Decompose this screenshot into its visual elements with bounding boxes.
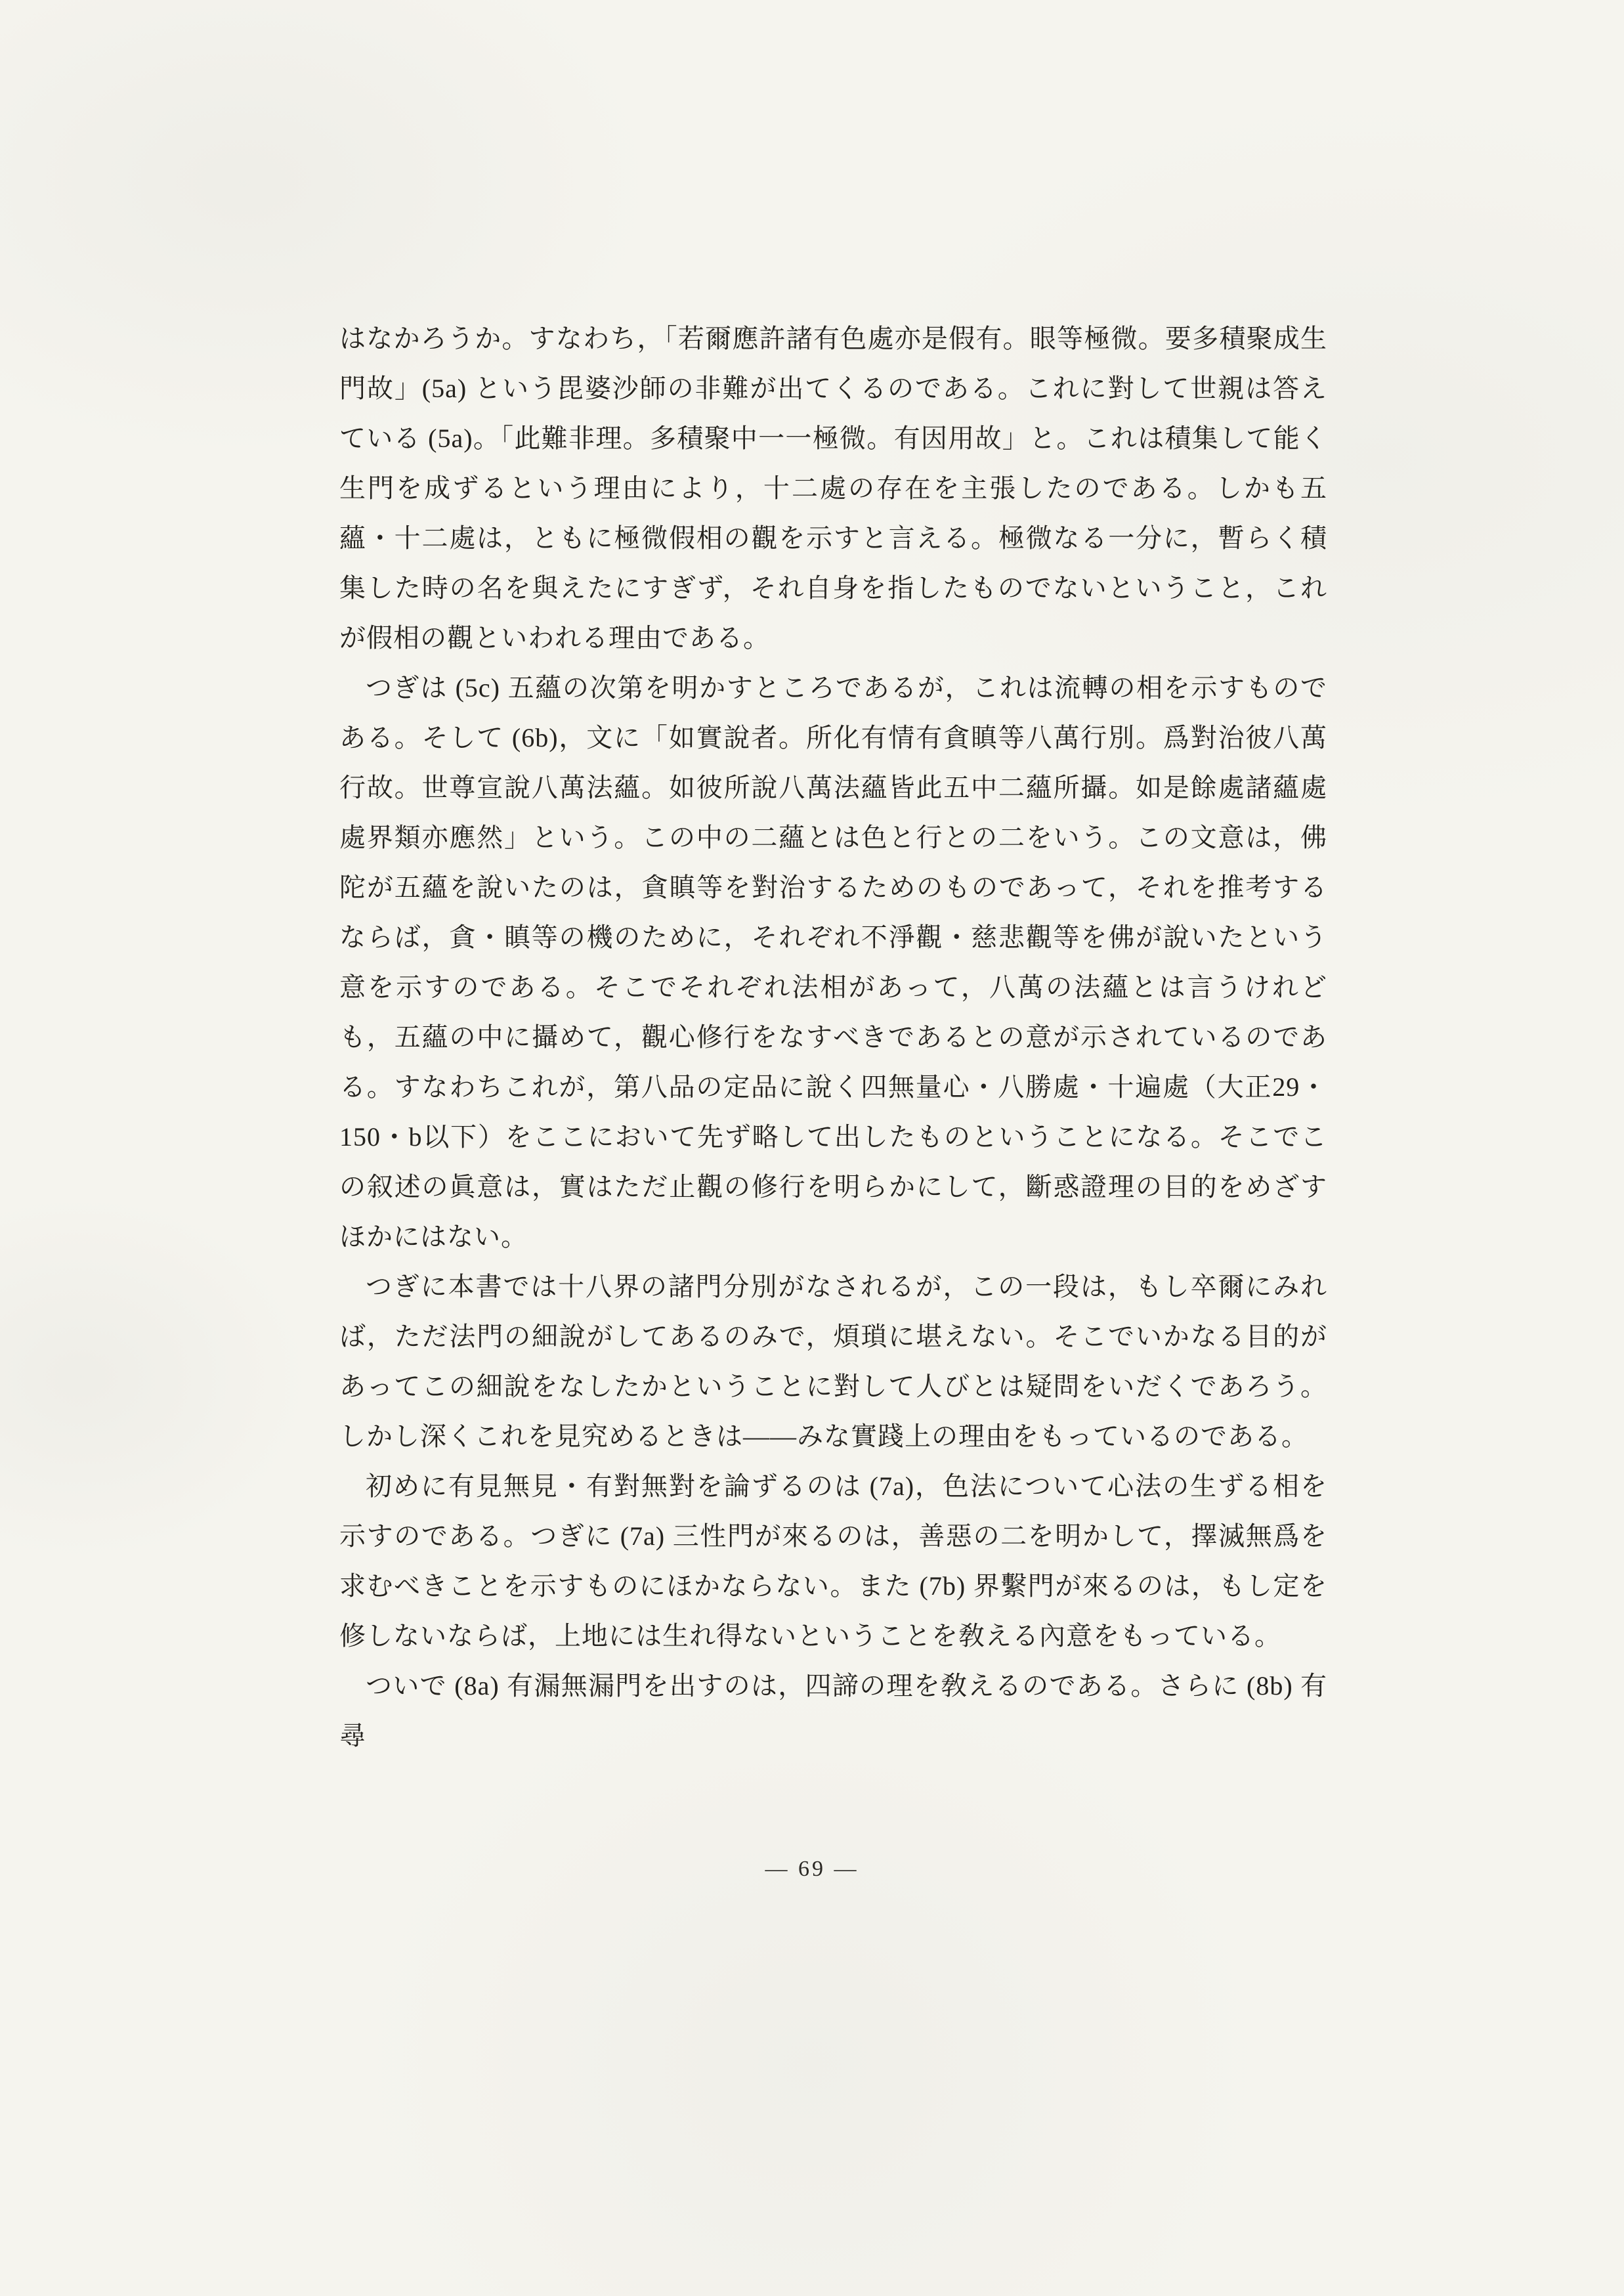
paragraph-3: つぎに本書では十八界の諸門分別がなされるが，この一段は，もし卒爾にみれば，ただ法門の細說がしてあるのみで，煩瑣に堪えない。そこでいかなる目的があってこの細說をなしたかということに對して人びとは疑問をいだくであろう。しかし深くこれを見究めるときは——みな實踐上の理由をもっているのである。 [339,1272,1327,1451]
paragraph-5: ついで (8a) 有漏無漏門を出すのは，四諦の理を敎えるのである。さらに (8b) 有尋 [339,1671,1327,1750]
paragraph-4: 初めに有見無見・有對無對を論ずるのは (7a)，色法について心法の生ずる相を示すのである。つぎに (7a) 三性門が來るのは，善惡の二を明かして，擇滅無爲を求むべきことを示すものにほかならない。また (7b) 界繫門が來るのは，もし定を修しないならば，上地には生れ得ないということを敎える內意をもっている。 [339,1471,1327,1651]
paragraph-1: はなかろうか。すなわち，「若爾應許諸有色處亦是假有。眼等極微。要多積聚成生門故」(5a) という毘婆沙師の非難が出てくるのである。これに對して世親は答えている (5a)。「此難非理。多積聚中一一極微。有因用故」と。これは積集して能く生門を成ずるという理由により，十二處の存在を主張したのである。しかも五蘊・十二處は，ともに極微假相の觀を示すと言える。極微なる一分に，暫らく積集した時の名を與えたにすぎず，それ自身を指したものでないということ，これが假相の觀といわれる理由である。 [339,324,1327,653]
paragraph-2: つぎは (5c) 五蘊の次第を明かすところであるが，これは流轉の相を示すものである。そして (6b)，文に「如實說者。所化有情有貪瞋等八萬行別。爲對治彼八萬行故。世尊宣說八萬法蘊。如彼所說八萬法蘊皆此五中二蘊所攝。如是餘處諸蘊處處界類亦應然」という。この中の二蘊とは色と行との二をいう。この文意は，佛陀が五蘊を說いたのは，貪瞋等を對治するためのものであって，それを推考するならば，貪・瞋等の機のために，それぞれ不淨觀・慈悲觀等を佛が說いたという意を示すのである。そこでそれぞれ法相があって，八萬の法蘊とは言うけれども，五蘊の中に攝めて，觀心修行をなすべきであるとの意が示されているのである。すなわちこれが，第八品の定品に說く四無量心・八勝處・十遍處（大正29・150・b以下）をここにおいて先ず略して出したものということになる。そこでこの叙述の眞意は，實はただ止觀の修行を明らかにして，斷惑證理の目的をめざすほかにはない。 [339,673,1327,1251]
body-text [339,314,1327,1761]
page-number: — 69 — [765,1857,859,1881]
